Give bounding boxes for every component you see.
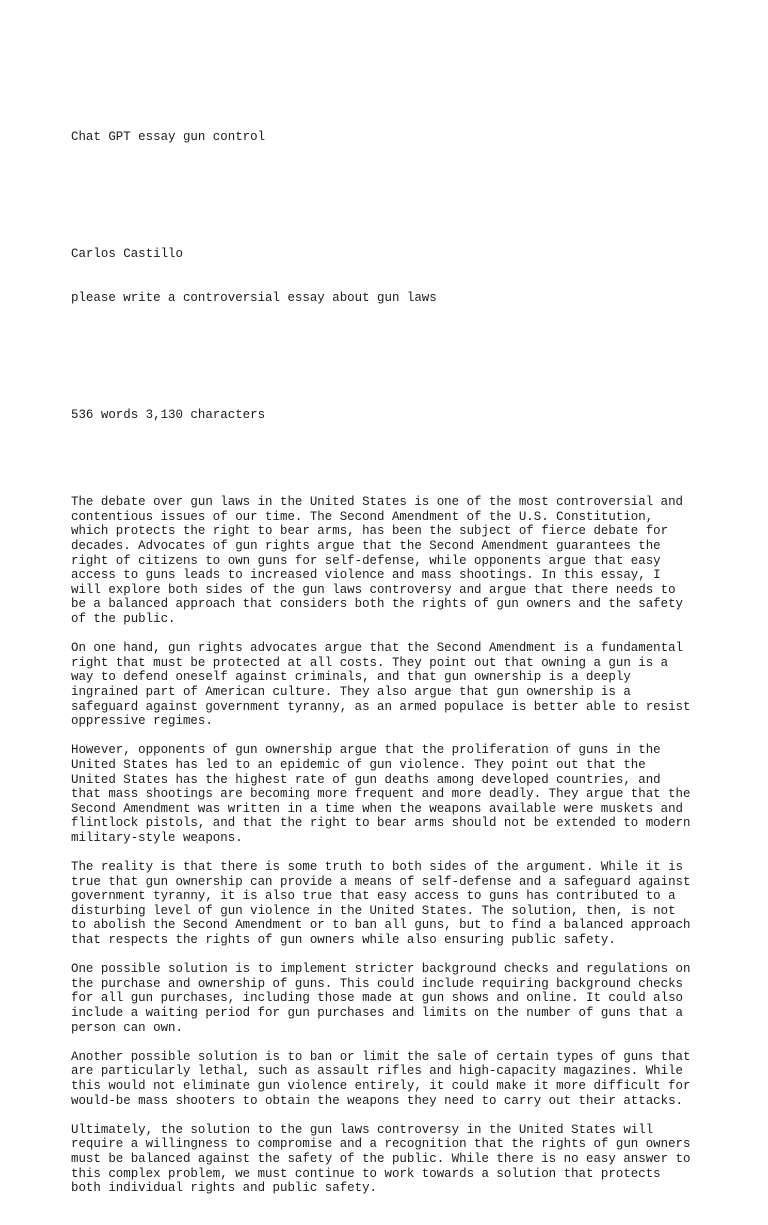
essay-line: The reality is that there is some truth to both sides of the argument. While it is <box>71 860 684 875</box>
essay-line: the purchase and ownership of guns. This could include requiring background checks <box>71 976 684 991</box>
essay-paragraph <box>71 962 731 1035</box>
prompt-text: please write a controversial essay about gun laws <box>71 290 437 305</box>
essay-line: that respects the rights of gun owners while also ensuring public safety. <box>71 933 616 948</box>
essay-line: person can own. <box>71 1020 183 1035</box>
essay-line: that mass shootings are becoming more frequent and more deadly. They argue that the <box>71 787 691 802</box>
essay-line: right of citizens to own guns for self-defense, while opponents argue that easy <box>71 553 661 568</box>
essay-paragraph <box>71 495 731 626</box>
essay-line: military-style weapons. <box>71 830 243 845</box>
stats-block <box>71 378 731 451</box>
essay-line: to abolish the Second Amendment or to ban all guns, but to find a balanced approach <box>71 918 691 933</box>
essay-line: decades. Advocates of gun rights argue that the Second Amendment guarantees the <box>71 539 661 553</box>
essay-line: are particularly lethal, such as assault rifles and high-capacity magazines. While <box>71 1064 684 1079</box>
essay-paragraph <box>71 1123 731 1196</box>
essay-line: include a waiting period for gun purchases and limits on the number of guns that a <box>71 1006 684 1020</box>
essay-line: true that gun ownership can provide a means of self-defense and a safeguard against <box>71 874 691 889</box>
essay-line: On one hand, gun rights advocates argue that the Second Amendment is a fundamental <box>71 641 684 656</box>
essay-line: way to defend oneself against criminals, and that gun ownership is a deeply <box>71 670 631 685</box>
essay-line: for all gun purchases, including those made at gun shows and online. It could also <box>71 991 684 1006</box>
essay-line: ingrained part of American culture. They also argue that gun ownership is a <box>71 684 631 699</box>
essay-line: this complex problem, we must continue to work towards a solution that protects <box>71 1166 661 1181</box>
word-count: 536 words 3,130 characters <box>71 407 266 422</box>
essay-line: One possible solution is to implement stricter background checks and regulations on <box>71 962 691 977</box>
essay-line: must be balanced against the safety of the public. While there is no easy answer to <box>71 1151 691 1166</box>
essay-line: The debate over gun laws in the United States is one of the most controversial and <box>71 495 684 510</box>
essay-line: this would not eliminate gun violence entirely, it could make it more difficult for <box>71 1078 691 1093</box>
prompt-block <box>71 218 731 335</box>
author-name: Carlos Castillo <box>71 247 183 262</box>
essay-line: disturbing level of gun violence in the United States. The solution, then, is not <box>71 903 676 918</box>
essay-line: contentious issues of our time. The Second Amendment of the U.S. Constitution, <box>71 509 654 524</box>
essay-line: United States has the highest rate of gun deaths among developed countries, and <box>71 772 661 787</box>
essay-line: However, opponents of gun ownership argue that the proliferation of guns in the <box>71 743 661 758</box>
document-page <box>71 72 731 1225</box>
essay-body <box>71 495 731 1196</box>
essay-paragraph <box>71 743 731 845</box>
essay-line: Second Amendment was written in a time when the weapons available were muskets and <box>71 801 684 816</box>
essay-line: government tyranny, it is also true that easy access to guns has contributed to a <box>71 889 676 904</box>
essay-line: United States has led to an epidemic of gun violence. They point out that the <box>71 757 646 772</box>
essay-paragraph <box>71 860 731 948</box>
essay-line: safeguard against government tyranny, as an armed populace is better able to resist <box>71 699 691 714</box>
essay-line: will explore both sides of the gun laws controversy and argue that there needs to <box>71 582 676 597</box>
essay-line: Ultimately, the solution to the gun laws controversy in the United States will <box>71 1122 654 1137</box>
essay-line: be a balanced approach that considers both the rights of gun owners and the safety <box>71 597 684 612</box>
essay-paragraph <box>71 641 731 729</box>
essay-line: access to guns leads to increased violence and mass shootings. In this essay, I <box>71 568 661 583</box>
essay-line: would-be mass shooters to obtain the weapons they need to carry out their attacks. <box>71 1093 684 1108</box>
essay-line: right that must be protected at all costs. They point out that owning a gun is a <box>71 655 669 670</box>
essay-line: require a willingness to compromise and a recognition that the rights of gun owners <box>71 1137 691 1152</box>
essay-line: Another possible solution is to ban or limit the sale of certain types of guns that <box>71 1049 691 1064</box>
essay-line: which protects the right to bear arms, has been the subject of fierce debate for <box>71 524 669 539</box>
essay-line: of the public. <box>71 611 176 626</box>
essay-line: both individual rights and public safety. <box>71 1181 378 1196</box>
essay-line: flintlock pistols, and that the right to bear arms should not be extended to modern <box>71 816 691 831</box>
essay-line: oppressive regimes. <box>71 714 213 729</box>
document-title-block <box>71 101 731 174</box>
essay-paragraph <box>71 1050 731 1108</box>
document-title: Chat GPT essay gun control <box>71 130 266 145</box>
